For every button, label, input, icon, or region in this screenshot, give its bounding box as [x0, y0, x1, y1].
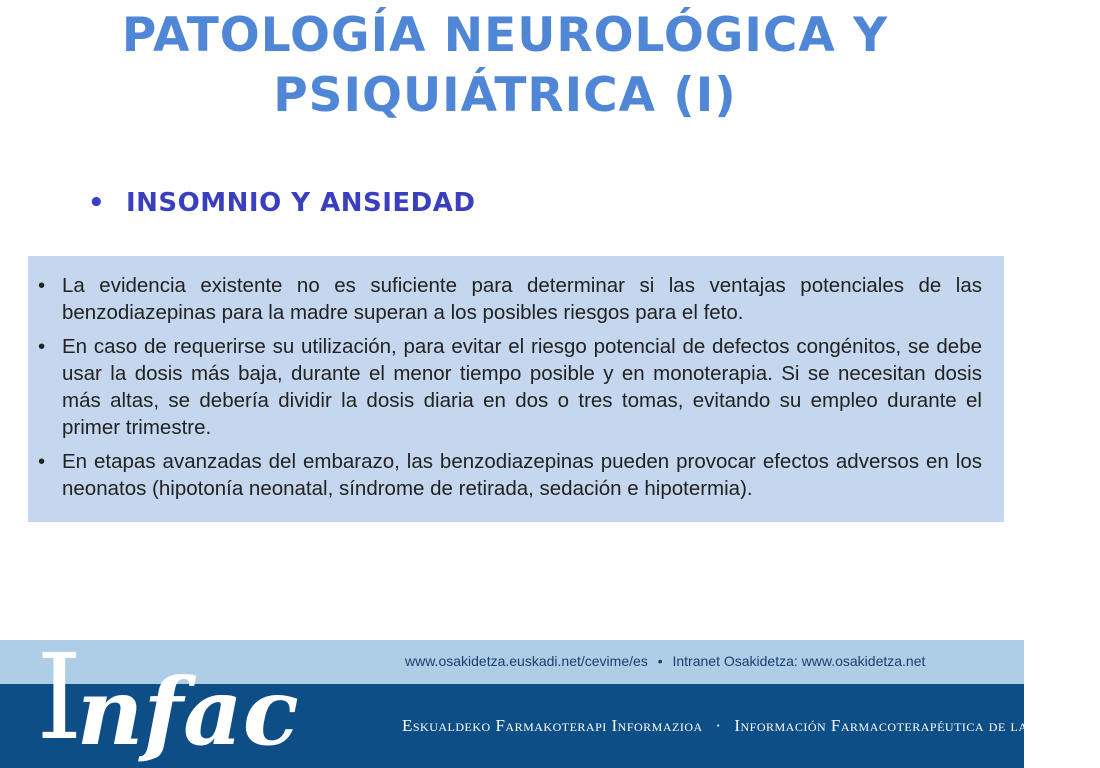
info-item-text: En etapas avanzadas del embarazo, las benzodiazepinas pueden provocar efectos adversos en los neonatos (hipotonía neonatal, síndrome de retirada, sedación e hipotermia).	[62, 450, 982, 500]
footer-links	[405, 653, 925, 669]
info-item-text: En caso de requerirse su utilización, para evitar el riesgo potencial de defectos congénitos, se debe usar la dosis más baja, durante el menor tiempo posible y en monoterapia. Si se necesitan dosis más altas, se debería dividir la dosis diaria en dos o tres tomas, evitando su empleo durante el primer trimestre.	[62, 335, 982, 439]
info-list-item	[38, 333, 982, 441]
tagline-basque: Eskualdeko Farmakoterapi Informazioa	[402, 716, 703, 735]
tagline-spanish: Información Farmacoterapéutica de la Comarca	[734, 716, 1100, 735]
link-separator: •	[657, 653, 663, 669]
slide-title-line-2: PSIQUIÁTRICA (I)	[273, 68, 737, 123]
logo-text: nfac	[76, 658, 299, 766]
section-bullet: •	[88, 188, 105, 218]
tagline-separator: ·	[715, 716, 722, 735]
slide-title	[0, 6, 1010, 126]
info-list-item	[38, 272, 982, 326]
bullet-icon: •	[38, 274, 46, 297]
section-heading: INSOMNIO Y ANSIEDAD	[126, 188, 476, 218]
bullet-icon: •	[38, 450, 46, 473]
info-item-text: La evidencia existente no es suficiente para determinar si las ventajas potenciales de las benzodiazepinas para la madre superan a los posibles riesgos para el feto.	[62, 274, 982, 324]
info-list-item	[38, 448, 982, 502]
footer-tagline	[402, 716, 1100, 736]
slide-title-line-1: PATOLOGÍA NEUROLÓGICA Y	[121, 8, 889, 63]
info-box	[28, 256, 1004, 522]
infac-logo	[36, 628, 299, 766]
info-list	[38, 272, 982, 502]
logo-initial: I	[36, 628, 83, 766]
intranet-link[interactable]: Intranet Osakidetza: www.osakidetza.net	[672, 653, 926, 669]
cevime-link[interactable]: www.osakidetza.euskadi.net/cevime/es	[405, 653, 648, 669]
bullet-icon: •	[38, 335, 46, 358]
